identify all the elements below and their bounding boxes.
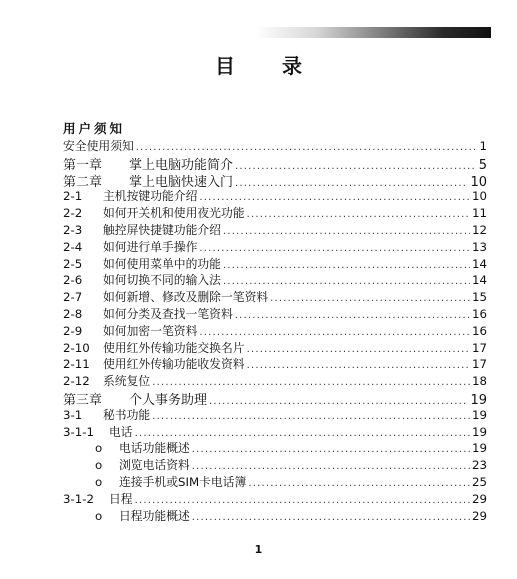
toc-entry-title: 安全使用须知 <box>63 139 134 153</box>
dot-leader <box>192 461 470 472</box>
toc-entry[interactable] <box>63 339 487 356</box>
toc-entry[interactable] <box>63 305 487 322</box>
dot-leader <box>248 478 470 489</box>
toc-page-number: 23 <box>471 458 487 473</box>
dot-leader <box>135 428 470 439</box>
dot-leader <box>152 411 470 422</box>
toc-entry-number: 3-1-2 <box>63 491 95 506</box>
toc-bullet: o <box>95 474 103 489</box>
dot-leader <box>270 293 470 304</box>
toc-page-number: 19 <box>470 392 487 408</box>
header-gradient-bar <box>255 27 491 38</box>
toc-page-number: 29 <box>471 508 487 523</box>
toc-entry-number: 3-1 <box>63 407 83 422</box>
toc-page-number: 17 <box>471 340 487 355</box>
toc-page-number: 19 <box>471 407 487 422</box>
toc-page-number: 17 <box>471 357 487 372</box>
toc-entry-title: 掌上电脑功能简介 <box>129 157 234 173</box>
toc-entry-number: 2-11 <box>63 357 90 372</box>
dot-leader <box>192 444 470 455</box>
toc-page-number: 1 <box>479 139 487 153</box>
dot-leader <box>247 344 470 355</box>
toc-bullet: o <box>95 441 103 456</box>
toc-entry-title: 如何加密一笔资料 <box>103 323 198 338</box>
toc-entry-title: 个人事务助理 <box>129 392 208 408</box>
dot-leader <box>235 310 470 321</box>
toc-entry-title: 电话功能概述 <box>119 441 190 456</box>
dot-leader <box>247 360 470 371</box>
toc-bullet: o <box>95 508 103 523</box>
toc-entry-title: 日程 <box>109 491 133 506</box>
toc-page-number: 12 <box>471 222 487 237</box>
page-title: 目 录 <box>215 54 322 78</box>
toc-page-number: 10 <box>470 174 487 190</box>
toc-entry[interactable] <box>63 507 487 524</box>
dot-leader <box>192 512 470 523</box>
toc-entry-title: 如何使用菜单中的功能 <box>103 256 221 271</box>
toc-entry-number: 2-10 <box>63 340 90 355</box>
toc-entry-number: 3-1-1 <box>63 424 95 439</box>
toc-entry-number: 2-8 <box>63 306 83 321</box>
toc-entry-title: 连接手机或SIM卡电话簿 <box>119 474 247 489</box>
toc-entry[interactable] <box>63 221 487 238</box>
toc-bullet: o <box>95 458 103 473</box>
toc-entry[interactable] <box>63 255 487 272</box>
toc-entry-title: 如何分类及查找一笔资料 <box>103 306 233 321</box>
toc-entry-number: 2-4 <box>63 239 83 254</box>
toc-entry[interactable] <box>63 439 487 456</box>
toc-page-number: 18 <box>471 374 487 389</box>
toc-page-number: 14 <box>471 273 487 288</box>
dot-leader <box>135 495 470 506</box>
toc-entry[interactable] <box>63 171 487 188</box>
toc-entry-title: 使用红外传输功能收发资料 <box>103 357 245 372</box>
toc-page-number: 16 <box>471 306 487 321</box>
dot-leader <box>235 161 477 172</box>
toc-entry-number: 2-9 <box>63 323 83 338</box>
toc-entry-number: 2-2 <box>63 206 83 221</box>
dot-leader <box>199 243 470 254</box>
toc-entry-number: 第三章 <box>63 392 103 408</box>
dot-leader <box>235 178 468 189</box>
table-of-contents <box>63 137 487 523</box>
toc-entry[interactable] <box>63 238 487 255</box>
toc-page-number: 29 <box>471 491 487 506</box>
toc-page-number: 5 <box>478 157 487 173</box>
dot-leader <box>223 260 470 271</box>
toc-entry-title: 主机按键功能介绍 <box>103 189 198 204</box>
toc-entry[interactable] <box>63 322 487 339</box>
dot-leader <box>209 396 468 407</box>
toc-entry-title: 使用红外传输功能交换名片 <box>103 340 245 355</box>
toc-page-number: 19 <box>471 441 487 456</box>
toc-entry-title: 如何开关机和使用夜光功能 <box>103 206 245 221</box>
toc-entry-title: 浏览电话资料 <box>119 458 190 473</box>
toc-entry[interactable] <box>63 389 487 406</box>
dot-leader <box>247 209 470 220</box>
toc-entry-number: 2-7 <box>63 290 83 305</box>
toc-entry-number: 第一章 <box>63 157 103 173</box>
dot-leader <box>199 327 470 338</box>
toc-entry[interactable] <box>63 137 487 154</box>
toc-entry[interactable] <box>63 490 487 507</box>
toc-entry-title: 如何新增、修改及删除一笔资料 <box>103 290 269 305</box>
toc-page-number: 15 <box>471 290 487 305</box>
toc-entry-title: 日程功能概述 <box>119 508 190 523</box>
toc-entry-title: 电话 <box>109 424 133 439</box>
toc-entry[interactable] <box>63 187 487 204</box>
toc-entry[interactable] <box>63 406 487 423</box>
toc-entry[interactable] <box>63 204 487 221</box>
toc-page-number: 14 <box>471 256 487 271</box>
toc-page-number: 25 <box>471 474 487 489</box>
toc-entry-title: 秘书功能 <box>103 407 151 422</box>
toc-page-number: 16 <box>471 323 487 338</box>
toc-entry-title: 掌上电脑快速入门 <box>129 174 234 190</box>
toc-page-number: 19 <box>471 424 487 439</box>
toc-entry-number: 第二章 <box>63 174 103 190</box>
toc-entry-title: 如何切换不同的输入法 <box>103 273 221 288</box>
toc-entry-number: 2-6 <box>63 273 83 288</box>
dot-leader <box>136 142 478 153</box>
toc-entry-number: 2-12 <box>63 374 90 389</box>
dot-leader <box>223 276 470 287</box>
toc-entry[interactable] <box>63 473 487 490</box>
toc-page-number: 11 <box>471 206 487 221</box>
dot-leader <box>152 377 470 388</box>
toc-entry[interactable] <box>63 423 487 440</box>
toc-page-number: 13 <box>471 239 487 254</box>
toc-entry-title: 系统复位 <box>103 374 151 389</box>
toc-entry[interactable] <box>63 288 487 305</box>
toc-page-number: 10 <box>471 189 487 204</box>
dot-leader <box>223 226 470 237</box>
dot-leader <box>199 192 470 203</box>
toc-entry[interactable] <box>63 355 487 372</box>
toc-entry[interactable] <box>63 456 487 473</box>
toc-entry[interactable] <box>63 271 487 288</box>
footer-page-number: 1 <box>254 543 263 556</box>
toc-entry[interactable] <box>63 372 487 389</box>
toc-entry-title: 触控屏快捷键功能介绍 <box>103 222 221 237</box>
toc-entry[interactable] <box>63 154 487 171</box>
toc-entry-title: 如何进行单手操作 <box>103 239 198 254</box>
toc-entry-number: 2-1 <box>63 189 83 204</box>
notice-heading: 用户须知 <box>63 121 126 136</box>
toc-entry-number: 2-5 <box>63 256 83 271</box>
toc-entry-number: 2-3 <box>63 222 83 237</box>
